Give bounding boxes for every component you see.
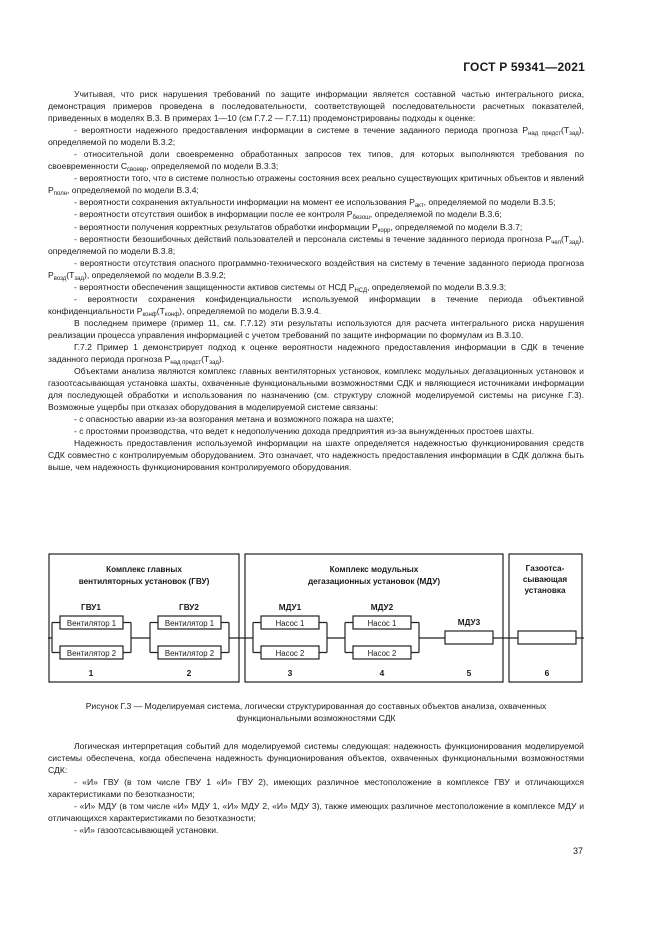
pump1-label: Насос 1 bbox=[275, 619, 305, 628]
mdu1-label: МДУ1 bbox=[278, 603, 302, 612]
object-number: 1 bbox=[88, 668, 94, 678]
list-item: - «И» МДУ (в том числе «И» МДУ 1, «И» МДУ 2, «И» МДУ 3), также имеющих различное местоположение в комплексе МДУ и отличающихся характеристиками по безотказности; bbox=[48, 801, 584, 824]
body-text bbox=[48, 88, 584, 474]
fan2-label: Вентилятор 2 bbox=[66, 649, 117, 658]
paragraph: В последнем примере (пример 11, см. Г.7.12) эти результаты используются для расчета интегрального риска нарушения реализации процесса управления информацией с учетом требований по защите информации по формулам из В.3.10. bbox=[48, 317, 584, 340]
paragraph: Учитывая, что риск нарушения требований по защите информации является составной частью интегрального риска, демонстрация примеров проведена в последовательности, соответствующей последовательности расчетных показателей, приведенных в моделях В.3. В примерах 1—10 (см Г.7.2 — Г.7.11) продемонстрированы подходы к оценке: bbox=[48, 89, 584, 124]
object-number: 6 bbox=[544, 668, 550, 678]
mdu3-label: МДУ3 bbox=[457, 618, 481, 627]
object-number: 5 bbox=[466, 668, 472, 678]
paragraph: Надежность предоставления используемой информации на шахте определяется надежностью функционирования средств СДК совместно с контролируемым оборудованием. Это означает, что надежность предоставления информации в СДК должна быть выше, чем надежность функционирования контролируемого оборудования. bbox=[48, 438, 584, 473]
group3-title-line3: установка bbox=[524, 586, 566, 595]
fan1-label: Вентилятор 1 bbox=[66, 619, 117, 628]
list-item: - вероятности получения корректных результатов обработки информации $P_{корр}$, определяемой по модели В.3.7; bbox=[74, 221, 523, 234]
list-item: - вероятности сохранения конфиденциальности используемой информации в течение периода объективной конфиденциальности $P_{конф}(T_{конф})$, определяемой по модели В.3.9.4. bbox=[48, 293, 584, 318]
gas-suction-box bbox=[518, 631, 576, 644]
list-item: - вероятности отсутствия ошибок в информации после ее контроля $P_{безош}$, определяемой по модели В.3.6; bbox=[74, 209, 502, 222]
mdu2-label: МДУ2 bbox=[370, 603, 394, 612]
list-item: - вероятности сохранения актуальности информации на момент ее использования $P_{акт}$, определяемой по модели В.3.5; bbox=[74, 197, 556, 210]
pump1-label: Насос 1 bbox=[367, 619, 397, 628]
mdu3-box bbox=[445, 631, 493, 644]
list-item: - с простоями производства, что ведет к недополучению дохода предприятия из-за вынужденных простоев шахты. bbox=[74, 426, 535, 437]
group3-title-line1: Газоотса- bbox=[525, 564, 565, 573]
list-item: - с опасностью аварии из-за возгорания метана и возможного пожара на шахте; bbox=[74, 414, 394, 425]
fan2-label: Вентилятор 2 bbox=[164, 649, 215, 658]
page-number: 37 bbox=[572, 846, 583, 856]
list-item: - вероятности обеспечения защищенности активов системы от НСД $P_{НСД}$, определяемой по модели В.3.9.3; bbox=[74, 281, 507, 294]
paragraph: Объектами анализа являются комплекс главных вентиляторных установок, комплекс модульных дегазационных установок и газоотсасывающая установка шахты, охваченные функциональными возможностями СДК и являющиеся источниками информации для последующей обработки и использования по назначению (см. структуру сложной моделируемой системы на рисунке Г.3). Возможные ущербы при отказах оборудования в моделируемой системе связаны: bbox=[48, 366, 584, 413]
system-structure-diagram bbox=[48, 552, 584, 688]
group3-title-line2: сывающая bbox=[522, 575, 568, 584]
pump2-label: Насос 2 bbox=[275, 649, 305, 658]
figure-caption: Рисунок Г.3 — Моделируемая система, логически структурированная до составных объектов анализа, охваченных функциональными возможностями СДК bbox=[85, 701, 547, 723]
gvu2-label: ГВУ2 bbox=[179, 603, 199, 612]
document-header: ГОСТ Р 59341—2021 bbox=[463, 60, 585, 74]
list-item: - относительной доли своевременно обработанных запросов тех типов, для которых выполняются требования по своевременности $C_{своевр}$, определяемой по модели В.3.3; bbox=[48, 149, 584, 174]
list-item: - вероятности безошибочных действий пользователей и персонала системы в течение заданного периода прогноза $P_{чел}(T_{зад})$, определяемой по модели В.3.8; bbox=[48, 233, 584, 256]
paragraph: Г.7.2 Пример 1 демонстрирует подход к оценке вероятности надежного предоставления информации в СДК в течение заданного периода прогноза $P_{над предст}(T_{зад})$. bbox=[48, 341, 584, 367]
group2-title-line1: Комплекс модульных bbox=[329, 565, 419, 574]
group1-title-line2: вентиляторных установок (ГВУ) bbox=[78, 577, 210, 586]
pump2-label: Насос 2 bbox=[367, 649, 397, 658]
body-text-after-figure bbox=[48, 740, 584, 836]
list-item: - «И» газоотсасывающей установки. bbox=[74, 825, 219, 836]
group1-title-line1: Комплекс главных bbox=[106, 565, 182, 574]
list-item: - вероятности отсутствия опасного программно-технического воздействия на систему в течение заданного периода прогноза $P_{возд}(T_{зад})$, определяемой по модели В.3.9.2; bbox=[48, 257, 584, 282]
list-item: - «И» ГВУ (в том числе ГВУ 1 «И» ГВУ 2), имеющих различное местоположение в комплексе ГВУ и отличающихся характеристиками по безотказности; bbox=[48, 777, 584, 800]
group2-title-line2: дегазационных установок (МДУ) bbox=[307, 577, 441, 586]
object-number: 4 bbox=[379, 668, 385, 678]
list-item: - вероятности надежного предоставления информации в системе в течение заданного периода прогноза $P_{над предст}(T_{зад})$, определяемой по модели В.3.2; bbox=[48, 125, 584, 148]
object-number: 3 bbox=[287, 668, 293, 678]
gas-suction-frame bbox=[509, 554, 582, 682]
object-number: 2 bbox=[186, 668, 192, 678]
list-item: - вероятности того, что в системе полностью отражены состояния всех реально существующих критичных объектов и явлений $P_{полн}$, определяемой по модели В.3.4; bbox=[48, 173, 584, 198]
gvu1-label: ГВУ1 bbox=[81, 603, 101, 612]
paragraph: Логическая интерпретация событий для моделируемой системы следующая: надежность функционирования моделируемой системы обеспечена, когда обеспечена надежность функционирования объектов, охваченных функциональными возможностями СДК: bbox=[48, 741, 584, 776]
fan1-label: Вентилятор 1 bbox=[164, 619, 215, 628]
